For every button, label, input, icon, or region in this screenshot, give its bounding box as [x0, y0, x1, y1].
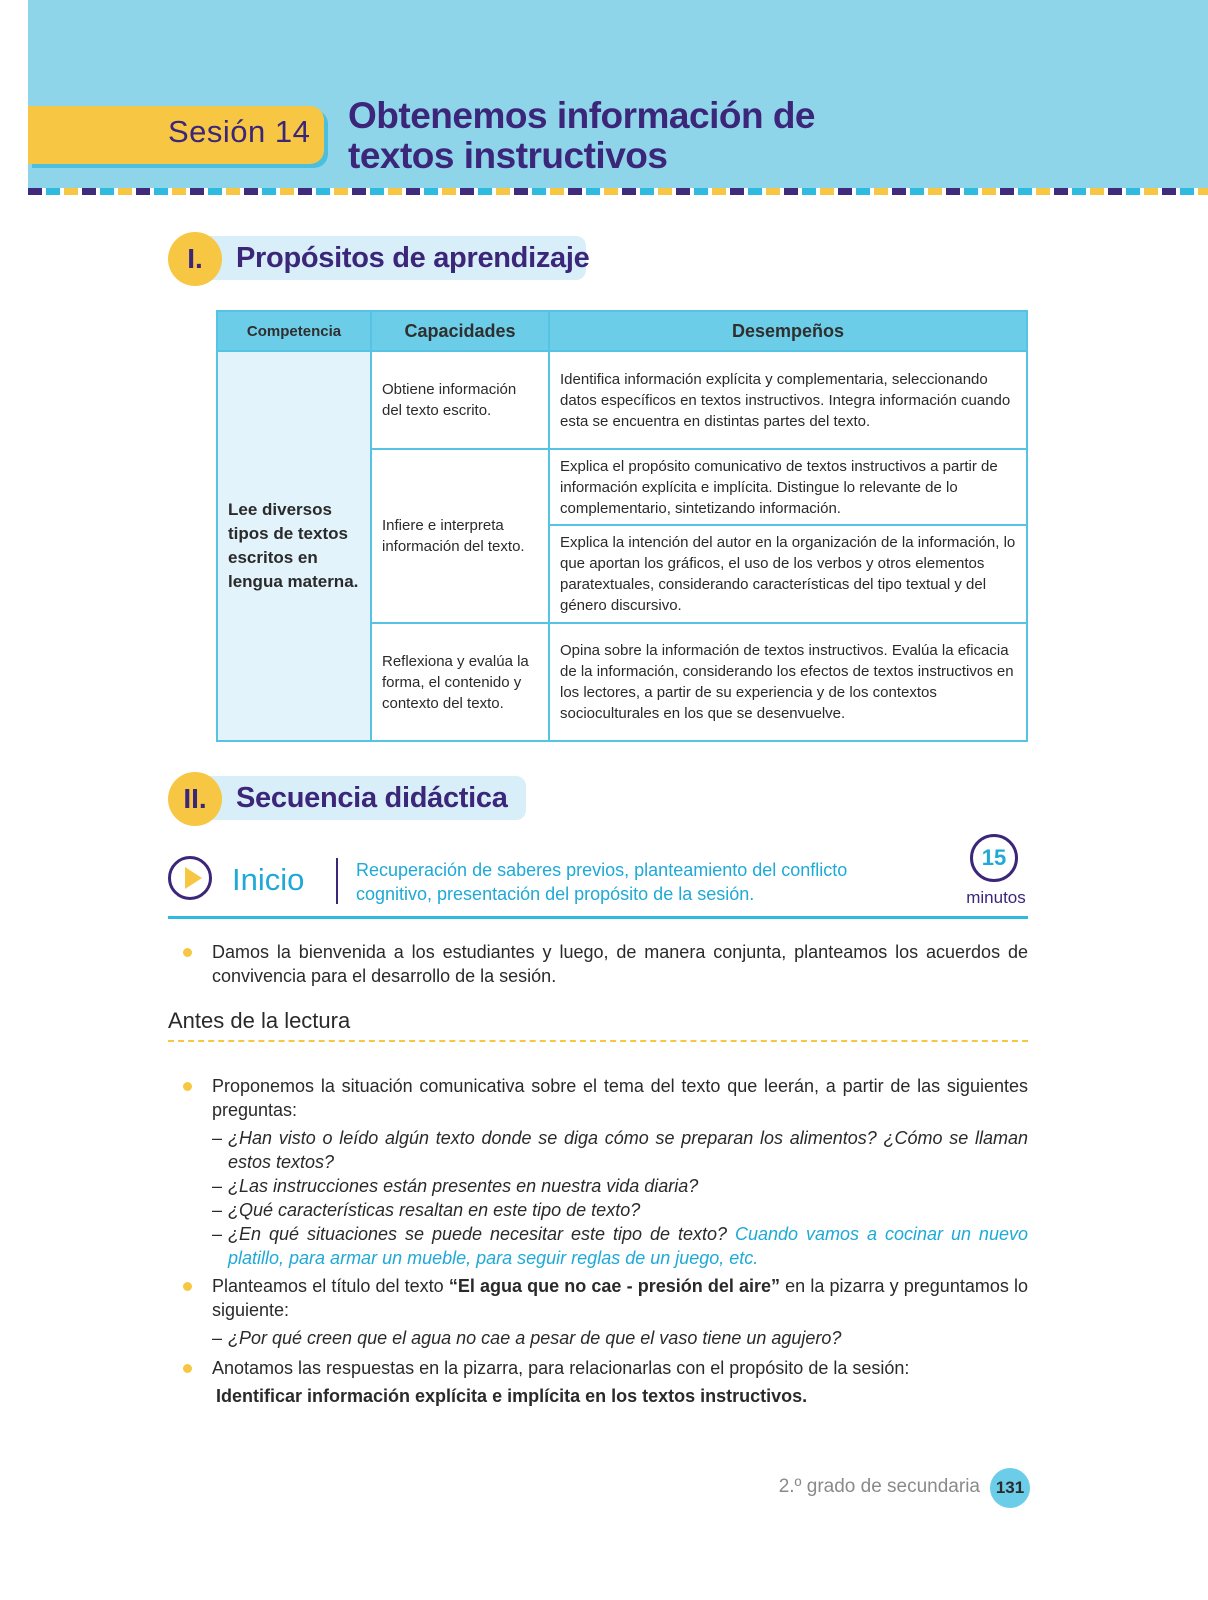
- question-text: ¿Qué características resaltan en este tipo de texto?: [228, 1200, 641, 1220]
- intro-block: [168, 940, 1028, 988]
- clock-icon: [970, 834, 1018, 882]
- table-header-capacidades: Capacidades: [371, 311, 549, 351]
- bullet-text: Damos la bienvenida a los estudiantes y luego, de manera conjunta, planteamos los acuerdos de convivencia para el desarrollo de la sesión.: [212, 942, 1028, 986]
- header-stripe: [28, 188, 1208, 195]
- page-title-line2: textos instructivos: [348, 135, 668, 176]
- question-text: ¿Las instrucciones están presentes en nuestra vida diaria?: [228, 1176, 699, 1196]
- section2-title: Secuencia didáctica: [236, 782, 508, 814]
- antes-divider: [168, 1040, 1028, 1042]
- time-value: 15: [981, 845, 1007, 870]
- inicio-label: Inicio: [232, 862, 305, 897]
- capacidad-cell: Obtiene información del texto escrito.: [371, 351, 549, 449]
- play-icon: [168, 856, 212, 900]
- section2-number: II.: [168, 772, 222, 826]
- question-item: – ¿Qué características resaltan en este tipo de texto?: [212, 1200, 641, 1220]
- session-label: Sesión 14: [168, 114, 311, 149]
- page-title-line1: Obtenemos información de: [348, 95, 816, 136]
- page-title: [348, 96, 815, 176]
- table-header-competencia: Competencia: [217, 311, 371, 351]
- bullet-icon: [183, 948, 192, 957]
- bullet-text: Anotamos las respuestas en la pizarra, para relacionarlas con el propósito de la sesión:: [212, 1358, 910, 1378]
- question-text: ¿En qué situaciones se puede necesitar este tipo de texto?: [228, 1224, 727, 1244]
- section1-number: I.: [168, 232, 222, 286]
- bullet-icon: [183, 1364, 192, 1373]
- session-tab: [28, 106, 324, 164]
- list-item: [168, 1074, 1028, 1122]
- text-title-bold: “El agua que no cae - presión del aire”: [448, 1276, 781, 1296]
- time-unit: minutos: [966, 888, 1026, 907]
- question-item: – ¿Han visto o leído algún texto donde se diga cómo se preparan los alimentos? ¿Cómo se llaman estos textos?: [212, 1128, 1028, 1172]
- answer-hint: Cuando vamos a cocinar un nuevo platillo, para armar un mueble, para seguir reglas de un juego, etc.: [228, 1224, 1028, 1268]
- bullet-icon: [183, 1082, 192, 1091]
- desempeno-cell: Explica el propósito comunicativo de textos instructivos a partir de información explícita e implícita. Distingue lo relevante de lo complementario, sintetizando información.: [549, 449, 1027, 525]
- desempeno-cell: Opina sobre la información de textos instructivos. Evalúa la eficacia de la información, considerando los efectos de textos instructivos en los lectores, a partir de su experiencia y de los contextos socioculturales en los que se desenvuelve.: [549, 623, 1027, 741]
- inicio-description: Recuperación de saberes previos, planteamiento del conflicto cognitivo, presentación del propósito de la sesión.: [356, 860, 848, 904]
- page-number: 131: [990, 1468, 1030, 1508]
- bullet-text: Planteamos el título del texto: [212, 1276, 449, 1296]
- purposes-table: [216, 310, 1028, 742]
- grade-label: 2.º grado de secundaria: [778, 1476, 980, 1497]
- inicio-rule: [168, 916, 1028, 919]
- inicio-divider: [336, 858, 338, 904]
- question-item: – ¿En qué situaciones se puede necesitar este tipo de texto? Cuando vamos a cocinar un nuevo platillo, para armar un mueble, para seguir reglas de un juego, etc.: [212, 1224, 1028, 1268]
- antes-heading: Antes de la lectura: [168, 1008, 351, 1033]
- session-purpose: Identificar información explícita e implícita en los textos instructivos.: [216, 1386, 808, 1406]
- question-text: ¿Por qué creen que el agua no cae a pesar de que el vaso tiene un agujero?: [228, 1328, 842, 1348]
- desempeno-cell: Explica la intención del autor en la organización de la información, lo que aportan los gráficos, el uso de los verbos y otros elementos paratextuales, considerando características del tipo textual y del género discursivo.: [549, 525, 1027, 623]
- list-item: [168, 1274, 1028, 1322]
- antes-block: [168, 1074, 1028, 1408]
- table-header-desempenos: Desempeños: [549, 311, 1027, 351]
- bullet-icon: [183, 1282, 192, 1291]
- desempeno-cell: Identifica información explícita y complementaria, seleccionando datos específicos en textos instructivos. Integra información cuando esta se encuentra en distintas partes del texto.: [549, 351, 1027, 449]
- question-text: ¿Han visto o leído algún texto donde se diga cómo se preparan los alimentos? ¿Cómo se llaman estos textos?: [228, 1128, 1028, 1172]
- bullet-text: en la pizarra y preguntamos lo siguiente:: [212, 1276, 1028, 1320]
- competencia-cell: Lee diversos tipos de textos escritos en lengua materna.: [217, 351, 371, 741]
- bullet-text: Proponemos la situación comunicativa sobre el tema del texto que leerán, a partir de las siguientes preguntas:: [212, 1076, 1028, 1120]
- capacidad-cell: Infiere e interpreta información del texto.: [371, 449, 549, 623]
- section1-title: Propósitos de aprendizaje: [236, 242, 590, 274]
- question-item: – ¿Por qué creen que el agua no cae a pesar de que el vaso tiene un agujero?: [212, 1328, 842, 1348]
- capacidad-cell: Reflexiona y evalúa la forma, el contenido y contexto del texto.: [371, 623, 549, 741]
- question-item: – ¿Las instrucciones están presentes en nuestra vida diaria?: [212, 1176, 699, 1196]
- list-item: [168, 940, 1028, 988]
- list-item: [168, 1356, 1028, 1380]
